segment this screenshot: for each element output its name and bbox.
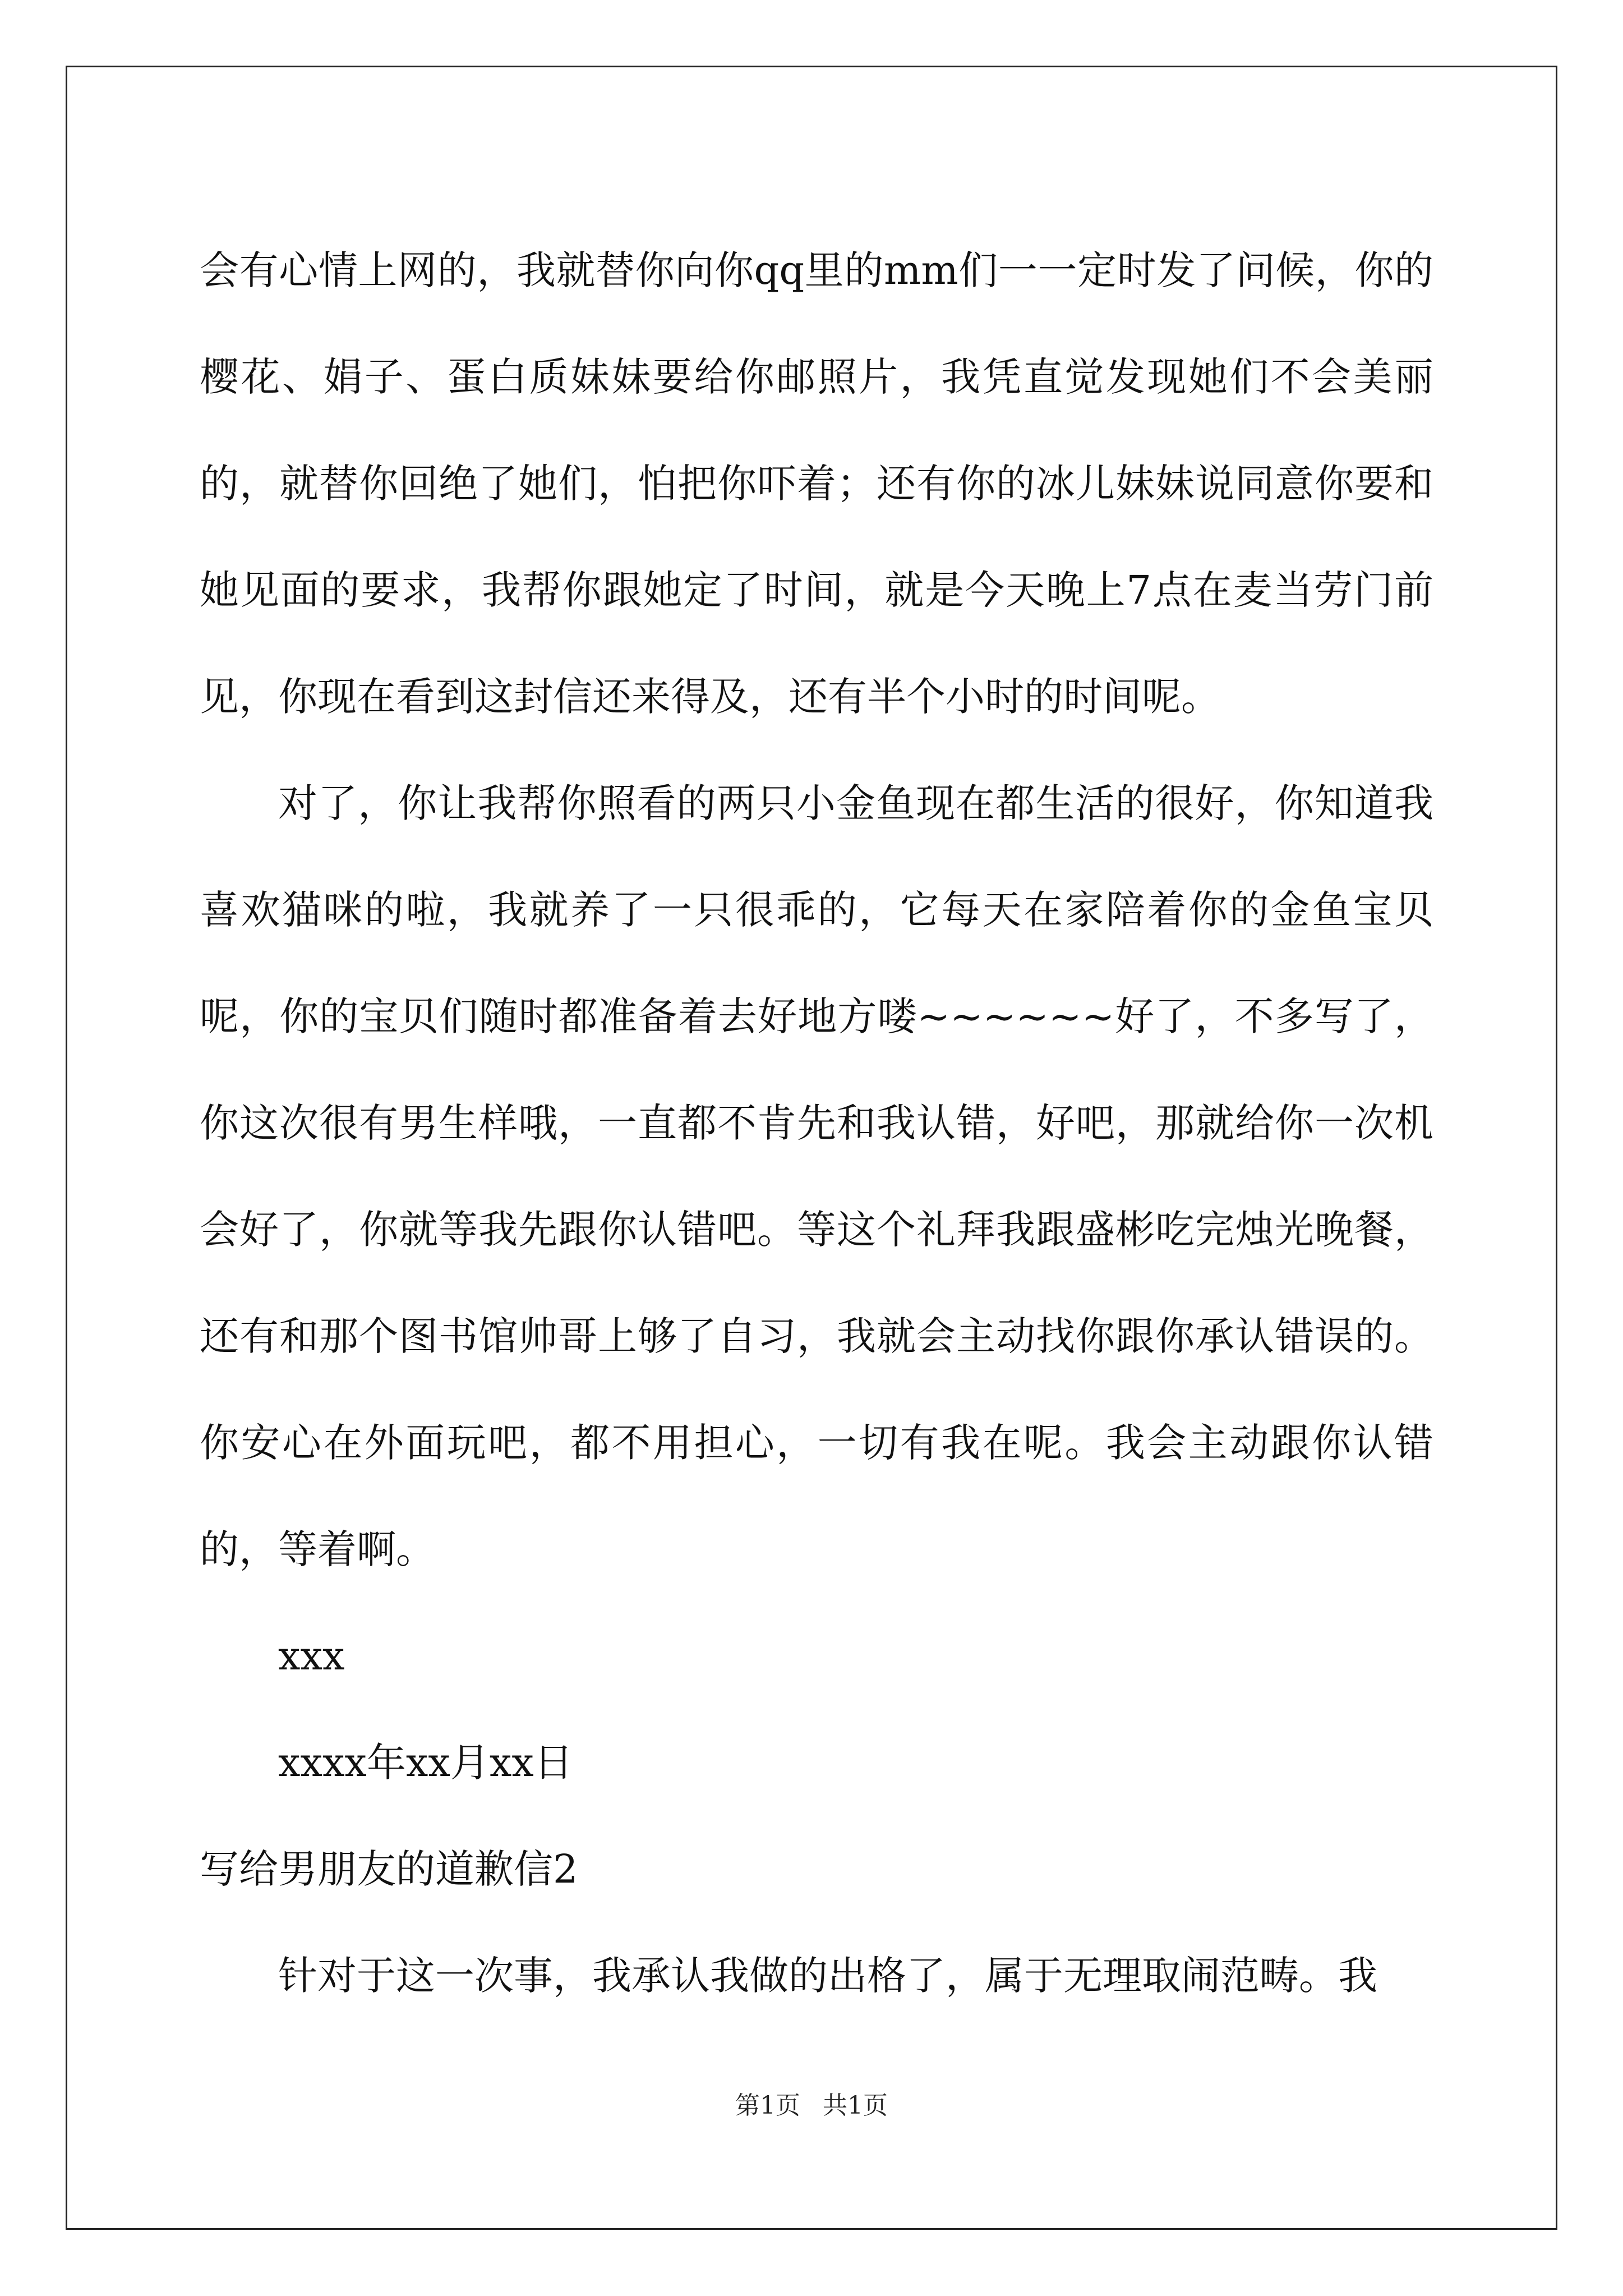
page-number: 第1页 (735, 2091, 800, 2120)
date-line: xxxx年xx月xx日 (278, 1740, 573, 1786)
section-heading: 写给男朋友的道歉信2 (200, 1846, 578, 1892)
paragraph-continuation: 会有心情上网的，我就替你向你qq里的mm们一一定时发了问候，你的樱花、娟子、蛋白质妹妹要给你邮照片，我凭直觉发现她们不会美丽的，就替你回绝了她们，怕把你吓着；还有你的冰儿妹妹说同意你要和她见面的要求，我帮你跟她定了时间，就是今天晚上7点在麦当劳门前见，你现在看到这封信还来得及，还有半个小时的时间呢。 (200, 247, 1433, 720)
paragraph-goldfish: 对了，你让我帮你照看的两只小金鱼现在都生活的很好，你知道我喜欢猫咪的啦，我就养了一只很乖的，它每天在家陪着你的金鱼宝贝呢，你的宝贝们随时都准备着去好地方喽~~~~~~好了，不多写了，你这次很有男生样哦，一直都不肯先和我认错，好吧，那就给你一次机会好了，你就等我先跟你认错吧。等这个礼拜我跟盛彬吃完烛光晚餐，还有和那个图书馆帅哥上够了自习，我就会主动找你跟你承认错误的。你安心在外面玩吧，都不用担心，一切有我在呢。我会主动跟你认错的，等着啊。 (200, 780, 1433, 1572)
paragraph-next-letter: 针对于这一次事，我承认我做的出格了，属于无理取闹范畴。我 (278, 1953, 1377, 1999)
signature: xxx (278, 1633, 345, 1679)
document-body (200, 217, 1433, 2029)
page-total: 共1页 (823, 2091, 888, 2120)
page-footer (0, 2089, 1623, 2123)
